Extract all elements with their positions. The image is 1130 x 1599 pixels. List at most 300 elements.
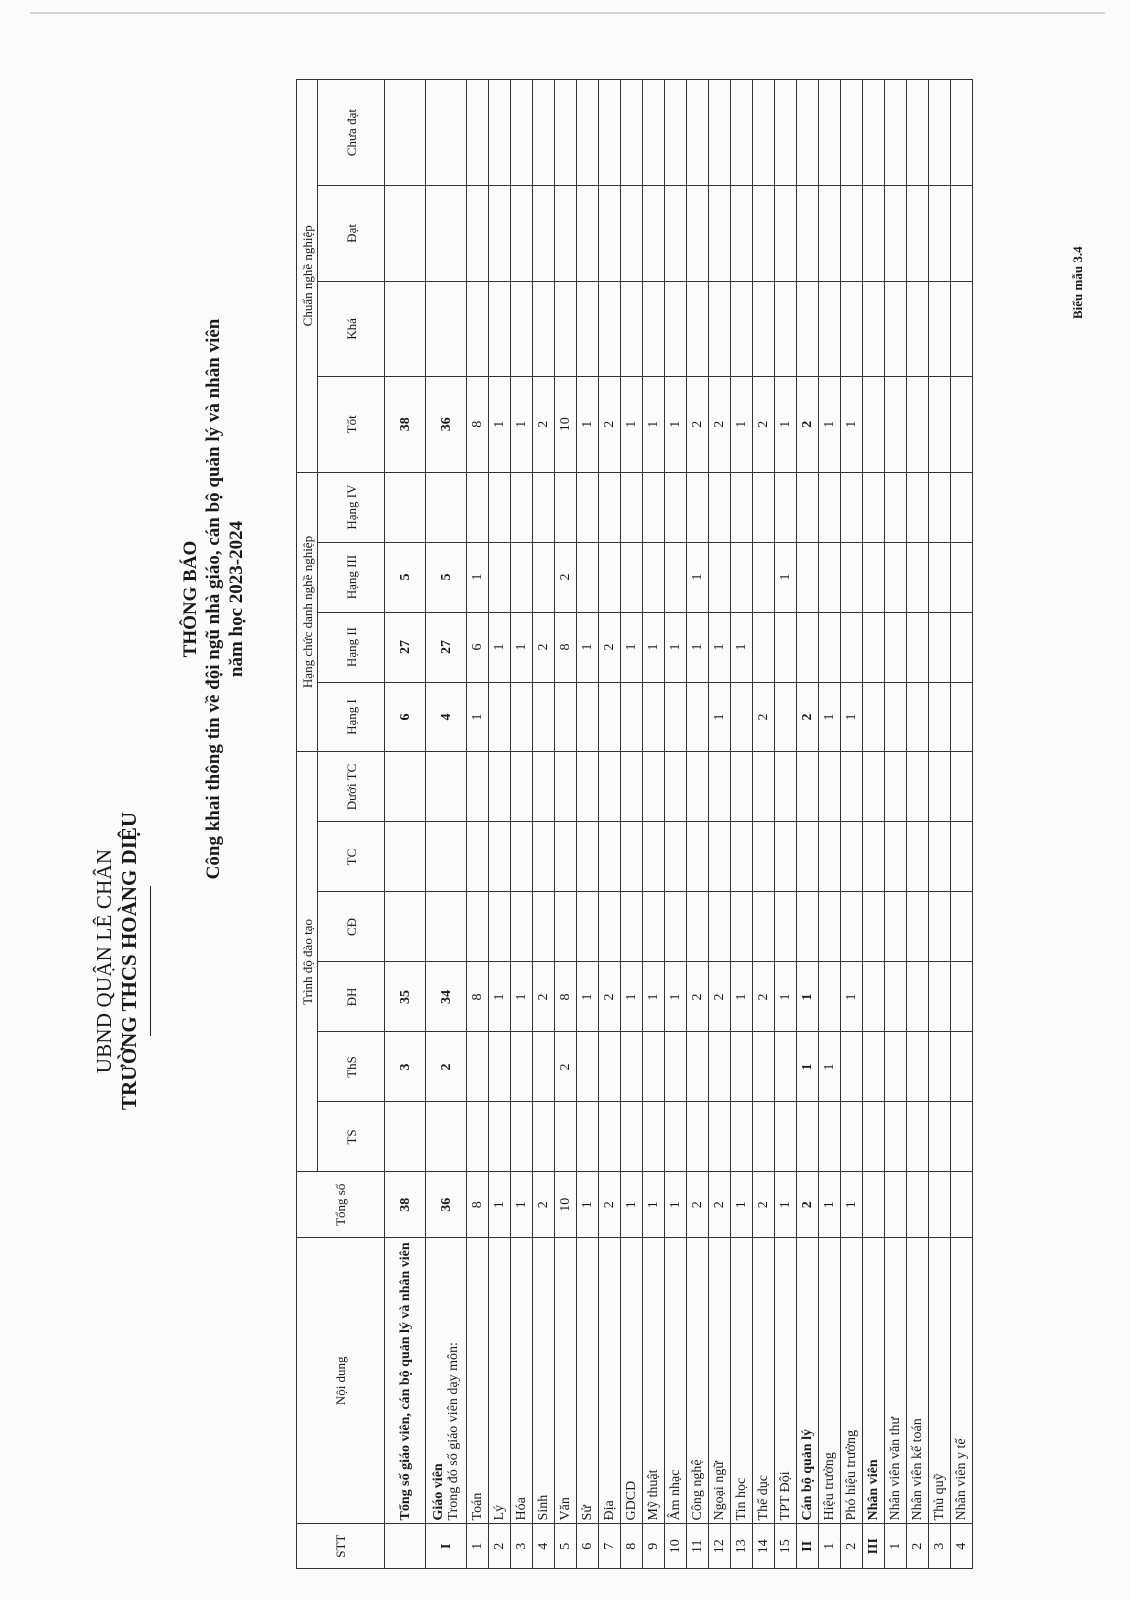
cell-fair xyxy=(533,281,555,376)
cell-ths: 1 xyxy=(819,1032,841,1102)
cell-r4 xyxy=(533,472,555,542)
cell-tc xyxy=(753,822,775,892)
cell-tc xyxy=(511,822,533,892)
cell-good: 1 xyxy=(841,377,863,472)
cell-r1 xyxy=(885,682,907,752)
cell-r4 xyxy=(797,472,819,542)
cell-r2: 1 xyxy=(643,612,665,682)
cell-r2 xyxy=(885,612,907,682)
cell-good xyxy=(863,377,885,472)
cell-not-pass xyxy=(511,80,533,186)
cell-label: Nhân viên văn thư xyxy=(885,1238,907,1524)
cell-r3: 1 xyxy=(775,542,797,612)
cell-dh: 1 xyxy=(577,962,599,1032)
teacher-sublabel: Trong đó số giáo viên dạy môn: xyxy=(446,1342,461,1521)
teacher-not-pass xyxy=(426,80,467,186)
cell-not-pass xyxy=(555,80,577,186)
cell-dh: 1 xyxy=(775,962,797,1032)
cell-ts xyxy=(929,1102,951,1172)
title-line2: Công khai thông tin về đội ngũ nhà giáo, cán bộ quản lý và nhân viên xyxy=(203,318,224,880)
cell-under-tc xyxy=(841,752,863,822)
cell-stt: 3 xyxy=(929,1524,951,1569)
cell-ts xyxy=(709,1102,731,1172)
table-row xyxy=(665,80,687,1569)
cell-tc xyxy=(577,822,599,892)
total-under-tc xyxy=(385,752,426,822)
col-ts: TS xyxy=(318,1102,385,1172)
cell-r4 xyxy=(665,472,687,542)
cell-label: Toán xyxy=(467,1238,489,1524)
cell-good: 1 xyxy=(577,377,599,472)
col-dh: ĐH xyxy=(318,962,385,1032)
cell-fair xyxy=(863,281,885,376)
cell-good: 8 xyxy=(467,377,489,472)
teacher-cd xyxy=(426,892,467,962)
cell-not-pass xyxy=(753,80,775,186)
cell-tc xyxy=(819,822,841,892)
cell-total: 2 xyxy=(687,1172,709,1238)
cell-r4 xyxy=(599,472,621,542)
cell-label: Hóa xyxy=(511,1238,533,1524)
cell-r4 xyxy=(863,472,885,542)
cell-ts xyxy=(599,1102,621,1172)
cell-r3 xyxy=(577,542,599,612)
cell-label: Lý xyxy=(489,1238,511,1524)
table-row xyxy=(951,80,973,1569)
cell-total xyxy=(863,1172,885,1238)
cell-tc xyxy=(621,822,643,892)
cell-ths xyxy=(511,1032,533,1102)
cell-r1 xyxy=(731,682,753,752)
org-header xyxy=(92,731,151,1191)
cell-r3 xyxy=(709,542,731,612)
cell-stt: 5 xyxy=(555,1524,577,1569)
cell-total: 1 xyxy=(819,1172,841,1238)
cell-stt: 4 xyxy=(533,1524,555,1569)
table-row xyxy=(511,80,533,1569)
cell-under-tc xyxy=(863,752,885,822)
col-under-tc: Dưới TC xyxy=(318,752,385,822)
cell-fair xyxy=(643,281,665,376)
cell-label: Phó hiệu trưởng xyxy=(841,1238,863,1524)
cell-pass xyxy=(885,186,907,281)
cell-total: 2 xyxy=(709,1172,731,1238)
cell-total xyxy=(929,1172,951,1238)
staff-table xyxy=(296,79,973,1569)
cell-good: 2 xyxy=(709,377,731,472)
cell-cd xyxy=(709,892,731,962)
teacher-r2: 27 xyxy=(426,612,467,682)
cell-total xyxy=(907,1172,929,1238)
cell-label: GDCD xyxy=(621,1238,643,1524)
table-row xyxy=(797,80,819,1569)
cell-pass xyxy=(687,186,709,281)
cell-cd xyxy=(929,892,951,962)
org-line2: TRƯỜNG THCS HOÀNG DIỆU xyxy=(117,811,141,1111)
cell-r3 xyxy=(533,542,555,612)
cell-pass xyxy=(577,186,599,281)
cell-not-pass xyxy=(907,80,929,186)
cell-r1 xyxy=(621,682,643,752)
cell-label: Tin học xyxy=(731,1238,753,1524)
cell-stt: 2 xyxy=(489,1524,511,1569)
cell-r2: 8 xyxy=(555,612,577,682)
cell-under-tc xyxy=(951,752,973,822)
cell-tc xyxy=(687,822,709,892)
cell-r2: 2 xyxy=(533,612,555,682)
cell-r1 xyxy=(533,682,555,752)
cell-r2: 1 xyxy=(687,612,709,682)
cell-under-tc xyxy=(775,752,797,822)
cell-pass xyxy=(731,186,753,281)
cell-r2: 1 xyxy=(709,612,731,682)
col-pass: Đạt xyxy=(318,186,385,281)
cell-good xyxy=(885,377,907,472)
cell-good: 2 xyxy=(753,377,775,472)
cell-cd xyxy=(511,892,533,962)
cell-dh xyxy=(907,962,929,1032)
cell-under-tc xyxy=(819,752,841,822)
cell-stt: II xyxy=(797,1524,819,1569)
cell-pass xyxy=(511,186,533,281)
cell-tc xyxy=(929,822,951,892)
notice-title xyxy=(180,159,248,1039)
cell-tc xyxy=(599,822,621,892)
cell-stt: 4 xyxy=(951,1524,973,1569)
cell-ths: 1 xyxy=(797,1032,819,1102)
cell-total: 1 xyxy=(643,1172,665,1238)
col-ths: ThS xyxy=(318,1032,385,1102)
cell-dh xyxy=(929,962,951,1032)
cell-total: 1 xyxy=(841,1172,863,1238)
cell-cd xyxy=(885,892,907,962)
cell-label: Địa xyxy=(599,1238,621,1524)
cell-under-tc xyxy=(511,752,533,822)
cell-stt: 2 xyxy=(907,1524,929,1569)
total-r2: 27 xyxy=(385,612,426,682)
cell-stt: 13 xyxy=(731,1524,753,1569)
cell-cd xyxy=(775,892,797,962)
cell-r1 xyxy=(599,682,621,752)
cell-not-pass xyxy=(533,80,555,186)
total-pass xyxy=(385,186,426,281)
cell-total: 1 xyxy=(511,1172,533,1238)
total-stt xyxy=(385,1524,426,1569)
teacher-label-cell xyxy=(426,1238,467,1524)
cell-r3: 1 xyxy=(687,542,709,612)
cell-good xyxy=(907,377,929,472)
teacher-good: 36 xyxy=(426,377,467,472)
cell-dh: 1 xyxy=(731,962,753,1032)
cell-not-pass xyxy=(951,80,973,186)
total-good: 38 xyxy=(385,377,426,472)
cell-ths xyxy=(577,1032,599,1102)
total-r4 xyxy=(385,472,426,542)
cell-r4 xyxy=(577,472,599,542)
cell-fair xyxy=(467,281,489,376)
table-row xyxy=(555,80,577,1569)
cell-r1 xyxy=(929,682,951,752)
teacher-stt: I xyxy=(426,1524,467,1569)
cell-tc xyxy=(731,822,753,892)
cell-under-tc xyxy=(489,752,511,822)
cell-good: 2 xyxy=(599,377,621,472)
cell-dh: 8 xyxy=(467,962,489,1032)
cell-r4 xyxy=(907,472,929,542)
cell-dh: 2 xyxy=(753,962,775,1032)
cell-dh xyxy=(819,962,841,1032)
cell-not-pass xyxy=(863,80,885,186)
cell-r2 xyxy=(951,612,973,682)
cell-label: Thể dục xyxy=(753,1238,775,1524)
table-row xyxy=(687,80,709,1569)
cell-r1 xyxy=(555,682,577,752)
total-ts xyxy=(385,1102,426,1172)
cell-not-pass xyxy=(643,80,665,186)
cell-ths xyxy=(951,1032,973,1102)
cell-r1 xyxy=(775,682,797,752)
cell-under-tc xyxy=(709,752,731,822)
cell-tc xyxy=(951,822,973,892)
cell-tc xyxy=(885,822,907,892)
cell-cd xyxy=(621,892,643,962)
cell-r3 xyxy=(863,542,885,612)
cell-not-pass xyxy=(489,80,511,186)
cell-stt: 15 xyxy=(775,1524,797,1569)
col-fair: Khá xyxy=(318,281,385,376)
cell-ths xyxy=(709,1032,731,1102)
cell-r3 xyxy=(819,542,841,612)
col-not-pass: Chưa đạt xyxy=(318,80,385,186)
cell-r1 xyxy=(863,682,885,752)
cell-r1: 1 xyxy=(841,682,863,752)
cell-total: 1 xyxy=(775,1172,797,1238)
cell-dh: 2 xyxy=(687,962,709,1032)
cell-ths xyxy=(599,1032,621,1102)
cell-r3 xyxy=(907,542,929,612)
cell-r1 xyxy=(951,682,973,752)
cell-under-tc xyxy=(533,752,555,822)
cell-ts xyxy=(863,1102,885,1172)
cell-total: 2 xyxy=(533,1172,555,1238)
cell-r3 xyxy=(731,542,753,612)
table-row xyxy=(863,80,885,1569)
cell-ths xyxy=(533,1032,555,1102)
cell-stt: 11 xyxy=(687,1524,709,1569)
cell-r3 xyxy=(621,542,643,612)
cell-under-tc xyxy=(687,752,709,822)
table-row xyxy=(775,80,797,1569)
cell-r2 xyxy=(863,612,885,682)
cell-r2 xyxy=(819,612,841,682)
cell-under-tc xyxy=(599,752,621,822)
cell-cd xyxy=(467,892,489,962)
cell-fair xyxy=(753,281,775,376)
teacher-total: 36 xyxy=(426,1172,467,1238)
cell-cd xyxy=(907,892,929,962)
cell-good: 1 xyxy=(731,377,753,472)
cell-not-pass xyxy=(665,80,687,186)
cell-ths xyxy=(643,1032,665,1102)
cell-under-tc xyxy=(467,752,489,822)
cell-cd xyxy=(555,892,577,962)
cell-cd xyxy=(687,892,709,962)
cell-under-tc xyxy=(797,752,819,822)
cell-ts xyxy=(467,1102,489,1172)
cell-dh: 1 xyxy=(511,962,533,1032)
cell-pass xyxy=(621,186,643,281)
cell-r2 xyxy=(929,612,951,682)
total-r1: 6 xyxy=(385,682,426,752)
cell-r1 xyxy=(907,682,929,752)
cell-under-tc xyxy=(577,752,599,822)
cell-fair xyxy=(599,281,621,376)
cell-fair xyxy=(775,281,797,376)
header-row-1 xyxy=(297,80,318,1569)
cell-cd xyxy=(643,892,665,962)
cell-good: 1 xyxy=(621,377,643,472)
cell-cd xyxy=(863,892,885,962)
cell-not-pass xyxy=(599,80,621,186)
cell-ths xyxy=(753,1032,775,1102)
cell-tc xyxy=(797,822,819,892)
cell-dh xyxy=(951,962,973,1032)
table-row xyxy=(819,80,841,1569)
cell-r3 xyxy=(489,542,511,612)
cell-label: TPT Đội xyxy=(775,1238,797,1524)
header-underline xyxy=(150,886,151,1036)
cell-total: 2 xyxy=(753,1172,775,1238)
cell-label: Thủ quỹ xyxy=(929,1238,951,1524)
cell-cd xyxy=(951,892,973,962)
cell-not-pass xyxy=(467,80,489,186)
cell-ts xyxy=(533,1102,555,1172)
cell-ts xyxy=(643,1102,665,1172)
cell-r2: 1 xyxy=(511,612,533,682)
cell-r4 xyxy=(753,472,775,542)
cell-dh: 1 xyxy=(841,962,863,1032)
cell-total xyxy=(885,1172,907,1238)
cell-pass xyxy=(467,186,489,281)
cell-dh: 2 xyxy=(533,962,555,1032)
cell-r1 xyxy=(489,682,511,752)
cell-fair xyxy=(731,281,753,376)
cell-cd xyxy=(665,892,687,962)
cell-not-pass xyxy=(775,80,797,186)
cell-r2 xyxy=(775,612,797,682)
cell-pass xyxy=(709,186,731,281)
cell-fair xyxy=(885,281,907,376)
cell-ths xyxy=(621,1032,643,1102)
cell-not-pass xyxy=(819,80,841,186)
cell-cd xyxy=(797,892,819,962)
cell-stt: 1 xyxy=(885,1524,907,1569)
cell-stt: 6 xyxy=(577,1524,599,1569)
col-tc: TC xyxy=(318,822,385,892)
cell-pass xyxy=(951,186,973,281)
col-training-group: Trình độ đào tạo xyxy=(297,752,318,1172)
cell-r4 xyxy=(511,472,533,542)
cell-r1: 2 xyxy=(753,682,775,752)
cell-ts xyxy=(885,1102,907,1172)
cell-dh: 1 xyxy=(797,962,819,1032)
cell-r2 xyxy=(841,612,863,682)
cell-under-tc xyxy=(885,752,907,822)
cell-total: 1 xyxy=(665,1172,687,1238)
cell-good: 10 xyxy=(555,377,577,472)
cell-ts xyxy=(687,1102,709,1172)
cell-total: 10 xyxy=(555,1172,577,1238)
cell-good xyxy=(951,377,973,472)
col-stt: STT xyxy=(297,1524,385,1569)
teacher-label: Giáo viên xyxy=(431,1463,446,1521)
col-content: Nội dung xyxy=(297,1238,385,1524)
cell-dh xyxy=(863,962,885,1032)
total-row xyxy=(385,80,426,1569)
cell-fair xyxy=(555,281,577,376)
cell-r3 xyxy=(511,542,533,612)
teacher-fair xyxy=(426,281,467,376)
cell-tc xyxy=(775,822,797,892)
cell-ts xyxy=(621,1102,643,1172)
cell-tc xyxy=(533,822,555,892)
cell-r4 xyxy=(621,472,643,542)
cell-r2: 2 xyxy=(599,612,621,682)
cell-r3 xyxy=(951,542,973,612)
col-rank4: Hạng IV xyxy=(318,472,385,542)
cell-dh: 1 xyxy=(489,962,511,1032)
teacher-r3: 5 xyxy=(426,542,467,612)
cell-dh: 2 xyxy=(599,962,621,1032)
table-body xyxy=(385,80,973,1569)
table-row xyxy=(907,80,929,1569)
cell-r3 xyxy=(599,542,621,612)
cell-ths xyxy=(775,1032,797,1102)
cell-r3 xyxy=(643,542,665,612)
cell-pass xyxy=(797,186,819,281)
cell-ts xyxy=(907,1102,929,1172)
cell-tc xyxy=(907,822,929,892)
cell-total: 1 xyxy=(731,1172,753,1238)
cell-r1 xyxy=(643,682,665,752)
col-rank-group: Hạng chức danh nghề nghiệp xyxy=(297,472,318,752)
cell-under-tc xyxy=(907,752,929,822)
cell-fair xyxy=(819,281,841,376)
cell-r4 xyxy=(841,472,863,542)
cell-under-tc xyxy=(555,752,577,822)
cell-stt: 9 xyxy=(643,1524,665,1569)
cell-r3 xyxy=(797,542,819,612)
cell-not-pass xyxy=(841,80,863,186)
cell-not-pass xyxy=(709,80,731,186)
cell-r2: 1 xyxy=(489,612,511,682)
cell-tc xyxy=(665,822,687,892)
cell-label: Nhân viên y tế xyxy=(951,1238,973,1524)
teacher-r4 xyxy=(426,472,467,542)
cell-ths xyxy=(929,1032,951,1102)
cell-r4 xyxy=(775,472,797,542)
cell-pass xyxy=(841,186,863,281)
cell-dh: 8 xyxy=(555,962,577,1032)
cell-stt: 12 xyxy=(709,1524,731,1569)
cell-fair xyxy=(951,281,973,376)
cell-pass xyxy=(929,186,951,281)
cell-ths xyxy=(731,1032,753,1102)
cell-r4 xyxy=(489,472,511,542)
col-total: Tổng số xyxy=(297,1172,385,1238)
cell-stt: 1 xyxy=(467,1524,489,1569)
cell-good: 2 xyxy=(797,377,819,472)
